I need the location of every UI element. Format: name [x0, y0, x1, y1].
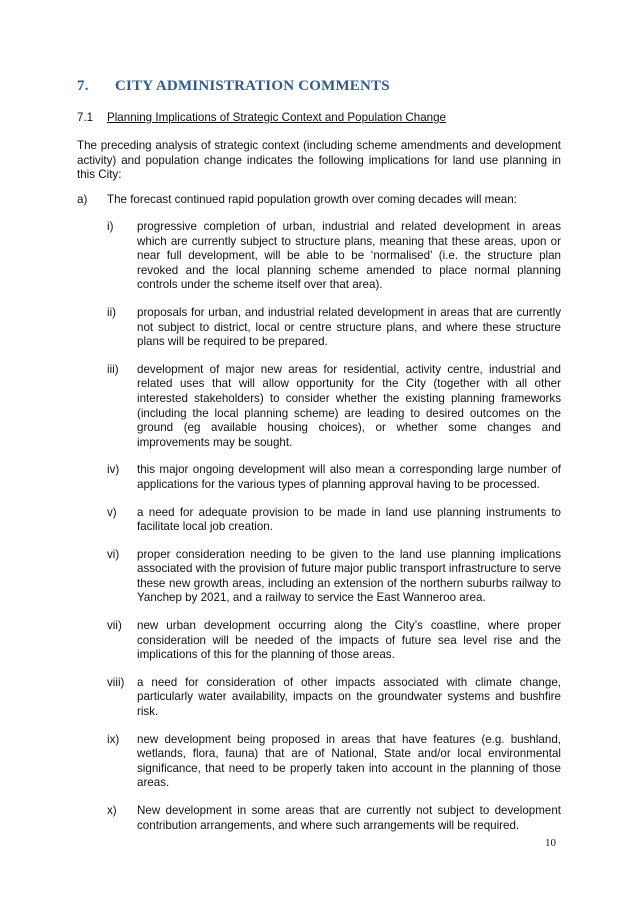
list-item-text: progressive completion of urban, industrial and related development in areas which are currently subject to structure plans, meaning that these areas, upon or near full development, will be able to be ‘normalised’ (i.e. the structure plan revoked and the local planning scheme amended to place normal planning controls under the scheme itself over that area).	[137, 220, 561, 292]
list-item-number: vi)	[107, 547, 120, 561]
list-item-text: new urban development occurring along the City’s coastline, where proper consideration will be needed of the impacts of future sea level rise and the implications of this for the planning of those areas.	[137, 619, 561, 662]
subsection-number: 7.1	[77, 111, 94, 124]
implication-list	[107, 220, 561, 846]
paragraph-a-text: The forecast continued rapid population growth over coming decades will mean:	[107, 193, 517, 206]
list-item-number: iii)	[107, 362, 119, 376]
list-item	[107, 676, 561, 720]
list-item	[107, 733, 561, 791]
list-item-number: iv)	[107, 463, 120, 477]
list-item-number: ix)	[107, 732, 120, 746]
list-item-text: proper consideration needing to be given to the land use planning implications associated with the provision of future major public transport infrastructure to serve these new growth areas, including an extension of the northern suburbs railway to Yanchep by 2021, and a railway to service the East Wanneroo area.	[137, 547, 562, 605]
list-item-text: proposals for urban, and industrial related development in areas that are currently not subject to district, local or centre structure plans, and where these structure plans will be required to be prepared.	[137, 305, 561, 349]
list-item	[107, 463, 561, 492]
list-item	[107, 804, 561, 833]
page-number: 10	[545, 837, 556, 849]
intro-paragraph: The preceding analysis of strategic context (including scheme amendments and development activity) and population change indicates the following implications for land use planning in this City:	[77, 139, 561, 182]
list-item	[107, 548, 561, 606]
list-item	[107, 506, 561, 535]
section-heading	[77, 78, 557, 95]
list-item-number: ii)	[107, 305, 117, 319]
list-item-text: a need for adequate provision to be made in land use planning instruments to facilitate local job creation.	[137, 505, 561, 534]
list-item	[107, 306, 561, 350]
list-item	[107, 363, 561, 451]
list-item-number: i)	[107, 220, 114, 233]
subsection-title: Planning Implications of Strategic Context and Population Change	[107, 111, 447, 124]
list-item	[107, 220, 561, 293]
list-item-text: a need for consideration of other impacts associated with climate change, particularly water availability, impacts on the groundwater systems and bushfire risk.	[137, 675, 561, 719]
list-item-number: vii)	[107, 619, 122, 633]
list-item-text: development of major new areas for residential, activity centre, industrial and related uses that will allow opportunity for the City (together with all other interested stakeholders) to consider whether the existing planning frameworks (including the local planning scheme) are leading to desired outcomes on the ground (eg available housing choices), or whether some changes and improvements may be sought.	[137, 362, 561, 449]
list-item-text: New development in some areas that are currently not subject to development contribution arrangements, and where such arrangements will be required.	[137, 804, 561, 832]
list-item-text: this major ongoing development will also mean a corresponding large number of applications for the various types of planning approval having to be processed.	[137, 463, 561, 491]
paragraph-a-label: a)	[77, 193, 88, 206]
list-item-number: viii)	[107, 675, 125, 689]
list-item-text: new development being proposed in areas that have features (e.g. bushland, wetlands, flora, fauna) that are of National, State and/or local environmental significance, that need to be properly taken into account in the planning of those areas.	[137, 732, 561, 790]
section-title: CITY ADMINISTRATION COMMENTS	[115, 78, 390, 94]
list-item-number: v)	[107, 505, 117, 519]
subsection-heading	[77, 111, 561, 125]
list-item	[107, 619, 561, 663]
section-number: 7.	[77, 78, 89, 94]
list-item-number: x)	[107, 804, 117, 817]
